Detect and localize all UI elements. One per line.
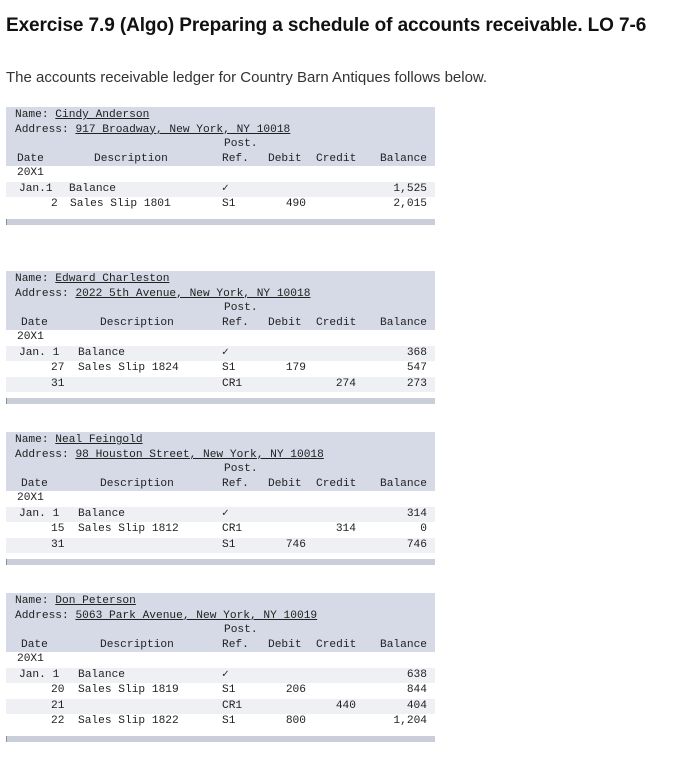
- row-description: Balance: [78, 507, 125, 520]
- ledger-account-4: [6, 593, 435, 742]
- row-ref: S1: [222, 198, 236, 210]
- row-debit: 206: [285, 684, 306, 696]
- name-label: Name:: [15, 109, 56, 121]
- ledger-account-3: [6, 432, 435, 565]
- ledger-row: [6, 522, 435, 538]
- balance-header: Balance: [380, 638, 427, 651]
- ref-header: Ref.: [222, 316, 249, 329]
- row-balance: 314: [406, 507, 427, 520]
- date-header: Date: [21, 638, 48, 651]
- row-ref: ✓: [222, 507, 229, 520]
- row-balance: 1,204: [393, 715, 427, 727]
- year-row: [6, 491, 435, 507]
- row-description: Sales Slip 1824: [78, 362, 179, 374]
- account-name-line: [6, 272, 435, 287]
- row-day: 2: [51, 198, 58, 210]
- row-debit: 800: [285, 715, 306, 727]
- post-header-row: [6, 137, 435, 152]
- row-balance: 404: [406, 699, 427, 712]
- ledger-account-1: [6, 107, 435, 225]
- row-ref: CR1: [222, 377, 243, 390]
- customer-address: 5063 Park Avenue, New York, NY 10019: [75, 609, 318, 622]
- row-balance: 547: [406, 362, 427, 374]
- account-header: [6, 593, 435, 652]
- debit-header: Debit: [268, 316, 302, 329]
- post-label: Post.: [224, 624, 258, 636]
- row-description: Sales Slip 1801: [70, 198, 171, 210]
- customer-name: Don Peterson: [55, 595, 136, 607]
- credit-header: Credit: [316, 316, 357, 329]
- row-debit: 746: [285, 538, 306, 551]
- address-label: Address:: [15, 287, 76, 300]
- balance-header: Balance: [380, 152, 427, 165]
- post-header-row: [6, 301, 435, 316]
- ledger-row: [6, 668, 435, 684]
- row-credit: 440: [335, 699, 356, 712]
- row-date: Jan. 1: [19, 668, 60, 681]
- row-ref: ✓: [222, 668, 229, 681]
- ledger-row: [6, 683, 435, 699]
- column-header-row: [6, 316, 435, 331]
- name-label: Name:: [15, 595, 56, 607]
- row-description: Balance: [78, 668, 125, 681]
- row-balance: 0: [420, 523, 427, 535]
- year-label: 20X1: [17, 331, 44, 343]
- description-header: Description: [100, 316, 174, 329]
- row-day: 27: [51, 362, 65, 374]
- ledger-row: [6, 538, 435, 554]
- account-address-line: [6, 123, 435, 138]
- customer-address: 2022 5th Avenue, New York, NY 10018: [75, 287, 311, 300]
- row-ref: CR1: [222, 699, 243, 712]
- ledger-row: [6, 346, 435, 362]
- year-row: [6, 330, 435, 346]
- account-header: [6, 271, 435, 330]
- row-balance: 844: [406, 684, 427, 696]
- description-header: Description: [100, 638, 174, 651]
- row-day: 22: [51, 715, 65, 727]
- post-label: Post.: [224, 463, 258, 475]
- horizontal-scrollbar[interactable]: [6, 559, 435, 565]
- post-header-row: [6, 462, 435, 477]
- post-header-row: [6, 623, 435, 638]
- row-description: Sales Slip 1819: [78, 684, 179, 696]
- row-date: Jan.1: [19, 182, 53, 195]
- row-ref: S1: [222, 684, 236, 696]
- exercise-title: Exercise 7.9 (Algo) Preparing a schedule of accounts receivable. LO 7-6: [6, 15, 647, 36]
- row-date: Jan. 1: [19, 346, 60, 359]
- balance-header: Balance: [380, 477, 427, 490]
- row-description: Sales Slip 1822: [78, 715, 179, 727]
- ref-header: Ref.: [222, 152, 249, 165]
- year-row: [6, 652, 435, 668]
- row-ref: CR1: [222, 523, 243, 535]
- account-address-line: [6, 609, 435, 624]
- row-ref: ✓: [222, 346, 229, 359]
- ledger-row: [6, 699, 435, 715]
- row-ref: S1: [222, 715, 236, 727]
- horizontal-scrollbar[interactable]: [6, 219, 435, 225]
- credit-header: Credit: [316, 152, 357, 165]
- description-header: Description: [94, 152, 168, 165]
- debit-header: Debit: [268, 638, 302, 651]
- ref-header: Ref.: [222, 638, 249, 651]
- row-ref: S1: [222, 538, 236, 551]
- column-header-row: [6, 638, 435, 653]
- year-label: 20X1: [17, 167, 44, 179]
- year-row: [6, 166, 435, 182]
- account-name-line: [6, 108, 435, 123]
- ledger-account-2: [6, 271, 435, 404]
- row-day: 31: [51, 538, 65, 551]
- row-balance: 273: [406, 377, 427, 390]
- customer-name: Edward Charleston: [55, 273, 170, 285]
- row-debit: 179: [285, 362, 306, 374]
- row-credit: 314: [335, 523, 356, 535]
- intro-text: The accounts receivable ledger for Country Barn Antiques follows below.: [6, 69, 488, 86]
- ledger-row: [6, 507, 435, 523]
- balance-header: Balance: [380, 316, 427, 329]
- horizontal-scrollbar[interactable]: [6, 736, 435, 742]
- row-description: Balance: [78, 346, 125, 359]
- row-balance: 638: [406, 668, 427, 681]
- account-name-line: [6, 433, 435, 448]
- date-header: Date: [17, 152, 44, 165]
- debit-header: Debit: [268, 152, 302, 165]
- year-label: 20X1: [17, 653, 44, 665]
- account-header: [6, 432, 435, 491]
- year-label: 20X1: [17, 492, 44, 504]
- row-balance: 1,525: [393, 182, 427, 195]
- account-address-line: [6, 448, 435, 463]
- ledger-row: [6, 714, 435, 730]
- row-credit: 274: [335, 377, 356, 390]
- row-day: 15: [51, 523, 65, 535]
- post-label: Post.: [224, 138, 258, 150]
- row-day: 20: [51, 684, 65, 696]
- row-day: 21: [51, 699, 65, 712]
- description-header: Description: [100, 477, 174, 490]
- customer-name: Neal Feingold: [55, 434, 143, 446]
- address-label: Address:: [15, 123, 76, 136]
- column-header-row: [6, 477, 435, 492]
- name-label: Name:: [15, 434, 56, 446]
- credit-header: Credit: [316, 638, 357, 651]
- row-day: 31: [51, 377, 65, 390]
- post-label: Post.: [224, 302, 258, 314]
- row-ref: ✓: [222, 182, 229, 195]
- address-label: Address:: [15, 448, 76, 461]
- row-balance: 746: [406, 538, 427, 551]
- debit-header: Debit: [268, 477, 302, 490]
- row-balance: 2,015: [393, 198, 427, 210]
- row-date: Jan. 1: [19, 507, 60, 520]
- account-name-line: [6, 594, 435, 609]
- horizontal-scrollbar[interactable]: [6, 398, 435, 404]
- row-balance: 368: [406, 346, 427, 359]
- column-header-row: [6, 152, 435, 167]
- row-description: Balance: [69, 182, 116, 195]
- ledger-row: [6, 197, 435, 213]
- customer-name: Cindy Anderson: [55, 109, 150, 121]
- row-ref: S1: [222, 362, 236, 374]
- date-header: Date: [21, 316, 48, 329]
- account-header: [6, 107, 435, 166]
- customer-address: 98 Houston Street, New York, NY 10018: [75, 448, 324, 461]
- customer-address: 917 Broadway, New York, NY 10018: [75, 123, 291, 136]
- date-header: Date: [21, 477, 48, 490]
- account-address-line: [6, 287, 435, 302]
- address-label: Address:: [15, 609, 76, 622]
- row-description: Sales Slip 1812: [78, 523, 179, 535]
- ledger-row: [6, 361, 435, 377]
- credit-header: Credit: [316, 477, 357, 490]
- ledger-row: [6, 182, 435, 198]
- name-label: Name:: [15, 273, 56, 285]
- ledger-row: [6, 377, 435, 393]
- ref-header: Ref.: [222, 477, 249, 490]
- row-debit: 490: [285, 198, 306, 210]
